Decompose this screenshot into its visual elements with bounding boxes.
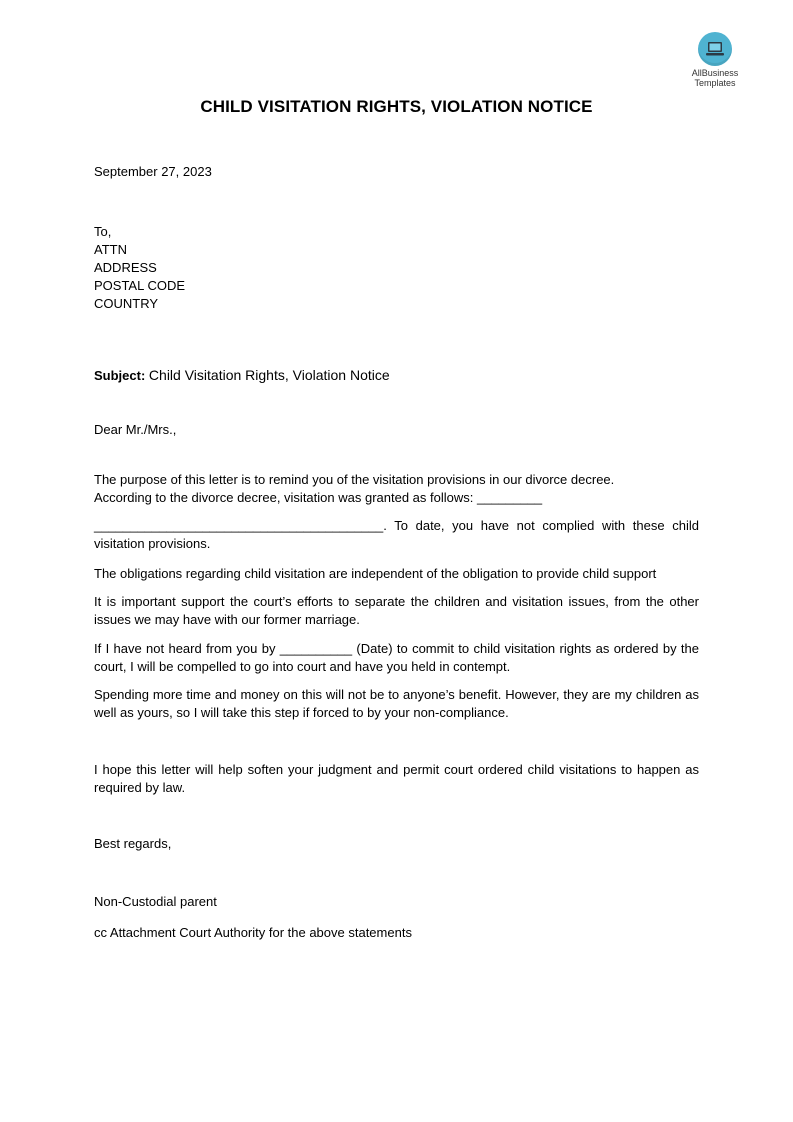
cc-line: cc Attachment Court Authority for the above statements	[94, 925, 412, 940]
subject-label: Subject:	[94, 368, 146, 383]
logo-line-2: Templates	[694, 78, 736, 88]
recipient-postal-code: POSTAL CODE	[94, 278, 186, 293]
paragraph-1-line-2: According to the divorce decree, visitation was granted as follows: _________	[94, 490, 543, 505]
document-title: CHILD VISITATION RIGHTS, VIOLATION NOTICE	[200, 97, 593, 116]
paragraph-1-line-3: ________________________________________. To date, you have not complied with these child visitation provisions.	[94, 518, 699, 551]
paragraph-1	[94, 471, 699, 553]
laptop-icon	[698, 32, 732, 66]
paragraph-1-line-1: The purpose of this letter is to remind you of the visitation provisions in our divorce decree.	[94, 472, 615, 487]
recipient-to: To,	[94, 224, 112, 239]
allbusiness-logo	[680, 32, 750, 88]
paragraph-4: If I have not heard from you by __________ (Date) to commit to child visitation rights as ordered by the court, I will be compelled to go into court and have you held in contempt.	[94, 641, 699, 674]
salutation: Dear Mr./Mrs.,	[94, 422, 177, 437]
closing: Best regards,	[94, 836, 172, 851]
recipient-address: ADDRESS	[94, 260, 157, 275]
recipient-block	[94, 223, 699, 313]
subject-line	[94, 366, 699, 385]
subject-text: Child Visitation Rights, Violation Notice	[148, 367, 390, 383]
logo-line-1: AllBusiness	[691, 68, 739, 78]
letter-date: September 27, 2023	[94, 164, 212, 179]
paragraph-3: It is important support the court’s efforts to separate the children and visitation issues, from the other issues we may have with our former marriage.	[94, 594, 699, 627]
paragraph-5: Spending more time and money on this will not be to anyone’s benefit. However, they are my children as well as yours, so I will take this step if forced to by your non-compliance.	[94, 687, 699, 720]
paragraph-6: I hope this letter will help soften your judgment and permit court ordered child visitations to happen as required by law.	[94, 762, 699, 795]
recipient-attn: ATTN	[94, 242, 127, 257]
paragraph-2: The obligations regarding child visitation are independent of the obligation to provide child support	[94, 566, 657, 581]
logo-text	[680, 68, 750, 88]
signature: Non-Custodial parent	[94, 894, 217, 909]
recipient-country: COUNTRY	[94, 296, 159, 311]
